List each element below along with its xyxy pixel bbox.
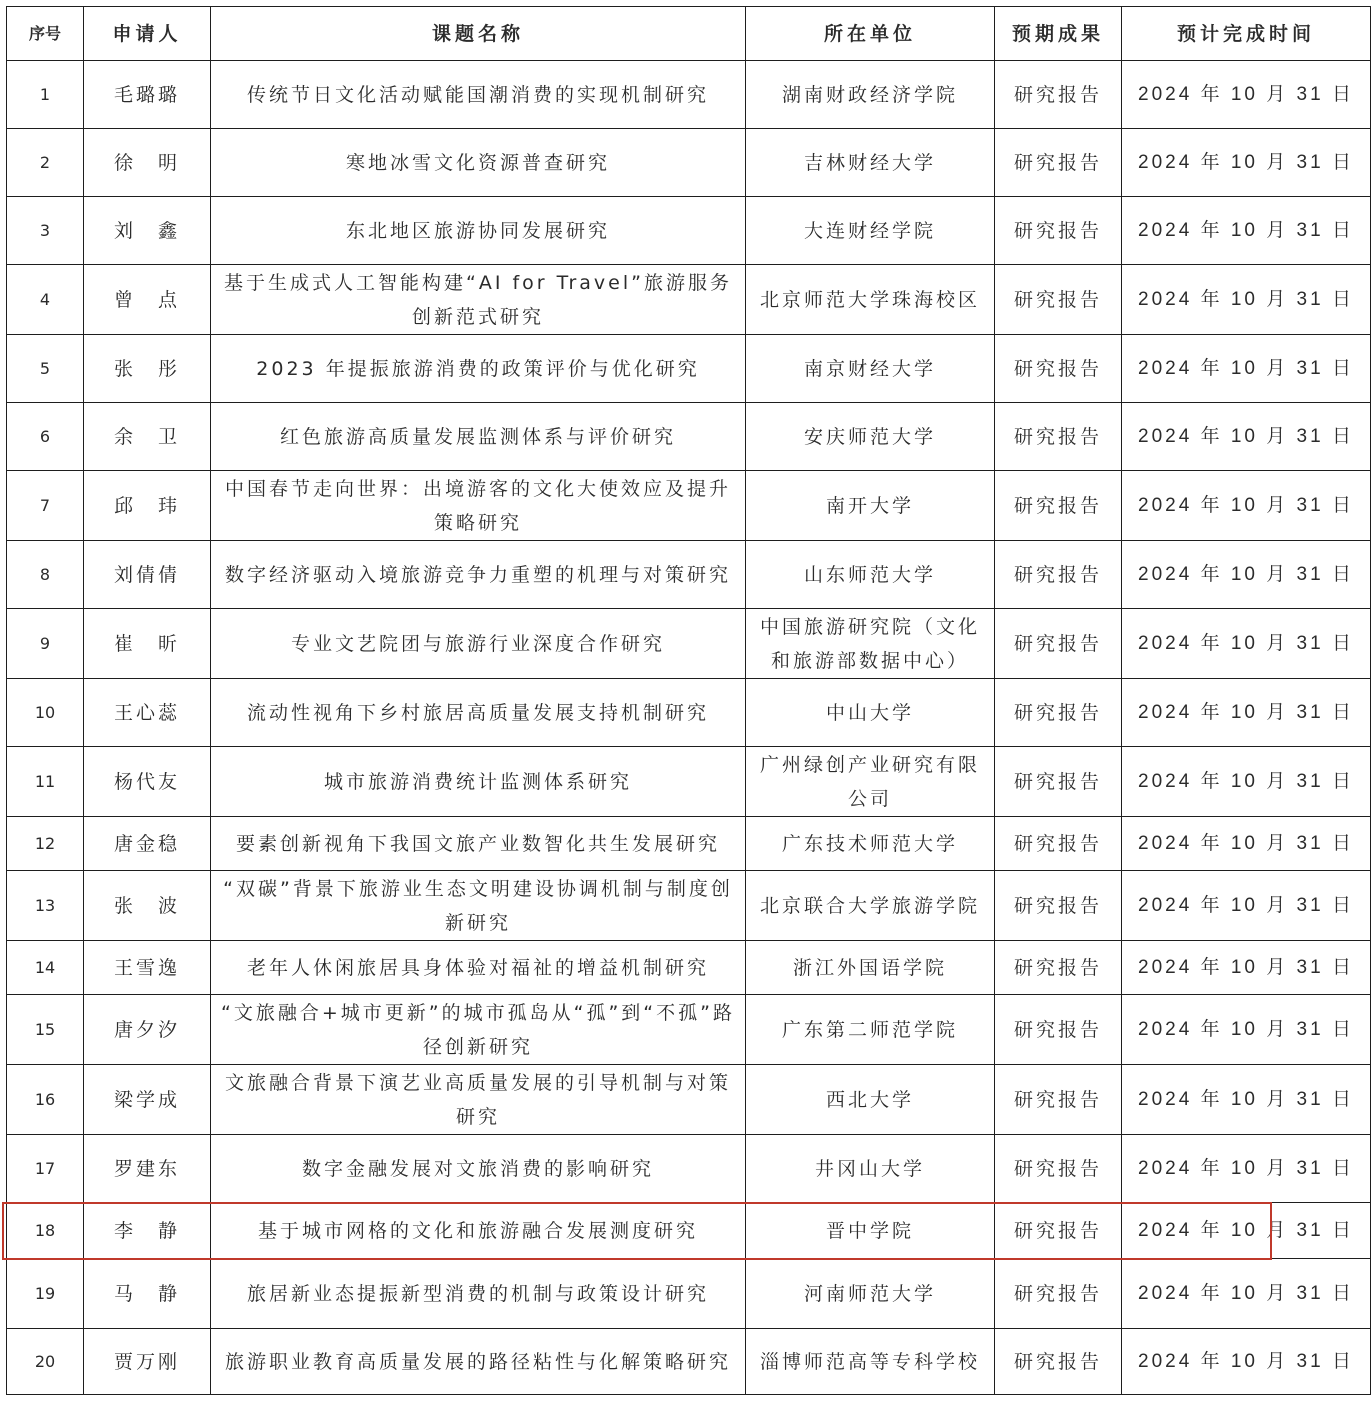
cell-project-title: 专业文艺院团与旅游行业深度合作研究 <box>211 609 746 679</box>
cell-expected-output: 研究报告 <box>995 471 1122 541</box>
cell-completion-date: 2024 年 10 月 31 日 <box>1122 995 1371 1065</box>
cell-institution: 吉林财经大学 <box>746 129 995 197</box>
cell-project-title: 数字经济驱动入境旅游竞争力重塑的机理与对策研究 <box>211 541 746 609</box>
cell-institution: 广东技术师范大学 <box>746 817 995 871</box>
table-row <box>7 995 1371 1065</box>
cell-completion-date: 2024 年 10 月 31 日 <box>1122 1329 1371 1395</box>
cell-serial-no: 19 <box>7 1259 84 1329</box>
table-body <box>7 61 1371 1395</box>
header-expected-output: 预期成果 <box>995 7 1122 61</box>
cell-serial-no: 15 <box>7 995 84 1065</box>
cell-expected-output: 研究报告 <box>995 679 1122 747</box>
cell-institution: 山东师范大学 <box>746 541 995 609</box>
cell-serial-no: 2 <box>7 129 84 197</box>
cell-applicant: 张 波 <box>84 871 211 941</box>
cell-project-title: 2023 年提振旅游消费的政策评价与优化研究 <box>211 335 746 403</box>
cell-completion-date: 2024 年 10 月 31 日 <box>1122 61 1371 129</box>
cell-completion-date: 2024 年 10 月 31 日 <box>1122 1259 1371 1329</box>
cell-expected-output: 研究报告 <box>995 61 1122 129</box>
cell-applicant: 贾万刚 <box>84 1329 211 1395</box>
cell-institution: 浙江外国语学院 <box>746 941 995 995</box>
cell-completion-date: 2024 年 10 月 31 日 <box>1122 747 1371 817</box>
table-row <box>7 1065 1371 1135</box>
table-row <box>7 61 1371 129</box>
cell-serial-no: 4 <box>7 265 84 335</box>
cell-project-title: 流动性视角下乡村旅居高质量发展支持机制研究 <box>211 679 746 747</box>
cell-applicant: 曾 点 <box>84 265 211 335</box>
table-row <box>7 265 1371 335</box>
table-row <box>7 335 1371 403</box>
cell-completion-date: 2024 年 10 月 31 日 <box>1122 817 1371 871</box>
cell-completion-date: 2024 年 10 月 31 日 <box>1122 265 1371 335</box>
cell-applicant: 徐 明 <box>84 129 211 197</box>
cell-completion-date: 2024 年 10 月 31 日 <box>1122 129 1371 197</box>
cell-applicant: 唐金稳 <box>84 817 211 871</box>
table-row <box>7 1259 1371 1329</box>
cell-project-title: 中国春节走向世界：出境游客的文化大使效应及提升策略研究 <box>211 471 746 541</box>
cell-institution: 南开大学 <box>746 471 995 541</box>
cell-project-title: 基于城市网格的文化和旅游融合发展测度研究 <box>211 1203 746 1259</box>
cell-serial-no: 11 <box>7 747 84 817</box>
cell-completion-date: 2024 年 10 月 31 日 <box>1122 335 1371 403</box>
cell-serial-no: 17 <box>7 1135 84 1203</box>
cell-completion-date: 2024 年 10 月 31 日 <box>1122 941 1371 995</box>
cell-completion-date: 2024 年 10 月 31 日 <box>1122 609 1371 679</box>
cell-serial-no: 16 <box>7 1065 84 1135</box>
cell-applicant: 刘 鑫 <box>84 197 211 265</box>
cell-project-title: 旅居新业态提振新型消费的机制与政策设计研究 <box>211 1259 746 1329</box>
cell-project-title: 基于生成式人工智能构建“AI for Travel”旅游服务创新范式研究 <box>211 265 746 335</box>
cell-completion-date: 2024 年 10 月 31 日 <box>1122 871 1371 941</box>
cell-completion-date: 2024 年 10 月 31 日 <box>1122 1135 1371 1203</box>
cell-project-title: 文旅融合背景下演艺业高质量发展的引导机制与对策研究 <box>211 1065 746 1135</box>
cell-institution: 井冈山大学 <box>746 1135 995 1203</box>
cell-expected-output: 研究报告 <box>995 609 1122 679</box>
cell-serial-no: 6 <box>7 403 84 471</box>
cell-institution: 北京师范大学珠海校区 <box>746 265 995 335</box>
table-row <box>7 1135 1371 1203</box>
cell-institution: 大连财经学院 <box>746 197 995 265</box>
table-row <box>7 747 1371 817</box>
cell-applicant: 王雪逸 <box>84 941 211 995</box>
cell-completion-date: 2024 年 10 月 31 日 <box>1122 679 1371 747</box>
cell-serial-no: 14 <box>7 941 84 995</box>
cell-expected-output: 研究报告 <box>995 941 1122 995</box>
cell-applicant: 梁学成 <box>84 1065 211 1135</box>
cell-applicant: 崔 昕 <box>84 609 211 679</box>
header-institution: 所在单位 <box>746 7 995 61</box>
table-row <box>7 471 1371 541</box>
cell-serial-no: 13 <box>7 871 84 941</box>
cell-project-title: 数字金融发展对文旅消费的影响研究 <box>211 1135 746 1203</box>
cell-applicant: 罗建东 <box>84 1135 211 1203</box>
header-completion-date: 预计完成时间 <box>1122 7 1371 61</box>
cell-serial-no: 12 <box>7 817 84 871</box>
header-serial-no: 序号 <box>7 7 84 61</box>
table-row <box>7 1203 1371 1259</box>
cell-expected-output: 研究报告 <box>995 747 1122 817</box>
cell-applicant: 李 静 <box>84 1203 211 1259</box>
table-row <box>7 679 1371 747</box>
cell-applicant: 刘倩倩 <box>84 541 211 609</box>
cell-expected-output: 研究报告 <box>995 265 1122 335</box>
project-list-sheet <box>6 6 1354 1395</box>
cell-applicant: 马 静 <box>84 1259 211 1329</box>
cell-applicant: 王心蕊 <box>84 679 211 747</box>
cell-institution: 中国旅游研究院（文化和旅游部数据中心） <box>746 609 995 679</box>
cell-project-title: 要素创新视角下我国文旅产业数智化共生发展研究 <box>211 817 746 871</box>
cell-expected-output: 研究报告 <box>995 541 1122 609</box>
cell-institution: 北京联合大学旅游学院 <box>746 871 995 941</box>
cell-expected-output: 研究报告 <box>995 995 1122 1065</box>
cell-serial-no: 18 <box>7 1203 84 1259</box>
cell-applicant: 杨代友 <box>84 747 211 817</box>
cell-completion-date: 2024 年 10 月 31 日 <box>1122 1203 1371 1259</box>
cell-project-title: 红色旅游高质量发展监测体系与评价研究 <box>211 403 746 471</box>
cell-serial-no: 5 <box>7 335 84 403</box>
table-header-row <box>7 7 1371 61</box>
cell-expected-output: 研究报告 <box>995 1135 1122 1203</box>
cell-completion-date: 2024 年 10 月 31 日 <box>1122 541 1371 609</box>
cell-serial-no: 3 <box>7 197 84 265</box>
cell-expected-output: 研究报告 <box>995 335 1122 403</box>
table-row <box>7 609 1371 679</box>
cell-serial-no: 9 <box>7 609 84 679</box>
header-project-title: 课题名称 <box>211 7 746 61</box>
cell-expected-output: 研究报告 <box>995 817 1122 871</box>
project-table <box>6 6 1371 1395</box>
cell-applicant: 张 彤 <box>84 335 211 403</box>
cell-expected-output: 研究报告 <box>995 871 1122 941</box>
table-row <box>7 403 1371 471</box>
cell-serial-no: 7 <box>7 471 84 541</box>
cell-completion-date: 2024 年 10 月 31 日 <box>1122 403 1371 471</box>
cell-project-title: 传统节日文化活动赋能国潮消费的实现机制研究 <box>211 61 746 129</box>
cell-project-title: 旅游职业教育高质量发展的路径粘性与化解策略研究 <box>211 1329 746 1395</box>
cell-expected-output: 研究报告 <box>995 403 1122 471</box>
cell-applicant: 邱 玮 <box>84 471 211 541</box>
cell-completion-date: 2024 年 10 月 31 日 <box>1122 197 1371 265</box>
cell-expected-output: 研究报告 <box>995 1259 1122 1329</box>
table-row <box>7 817 1371 871</box>
cell-expected-output: 研究报告 <box>995 197 1122 265</box>
cell-institution: 广东第二师范学院 <box>746 995 995 1065</box>
cell-completion-date: 2024 年 10 月 31 日 <box>1122 1065 1371 1135</box>
cell-institution: 南京财经大学 <box>746 335 995 403</box>
cell-expected-output: 研究报告 <box>995 1065 1122 1135</box>
table-row <box>7 197 1371 265</box>
cell-serial-no: 10 <box>7 679 84 747</box>
cell-applicant: 余 卫 <box>84 403 211 471</box>
table-row <box>7 1329 1371 1395</box>
cell-project-title: 东北地区旅游协同发展研究 <box>211 197 746 265</box>
header-applicant: 申请人 <box>84 7 211 61</box>
cell-applicant: 唐夕汐 <box>84 995 211 1065</box>
cell-serial-no: 20 <box>7 1329 84 1395</box>
cell-institution: 淄博师范高等专科学校 <box>746 1329 995 1395</box>
cell-project-title: “文旅融合+城市更新”的城市孤岛从“孤”到“不孤”路径创新研究 <box>211 995 746 1065</box>
cell-institution: 广州绿创产业研究有限公司 <box>746 747 995 817</box>
cell-applicant: 毛璐璐 <box>84 61 211 129</box>
cell-completion-date: 2024 年 10 月 31 日 <box>1122 471 1371 541</box>
cell-serial-no: 8 <box>7 541 84 609</box>
table-row <box>7 941 1371 995</box>
table-row <box>7 129 1371 197</box>
cell-expected-output: 研究报告 <box>995 1329 1122 1395</box>
cell-expected-output: 研究报告 <box>995 1203 1122 1259</box>
cell-institution: 湖南财政经济学院 <box>746 61 995 129</box>
cell-institution: 河南师范大学 <box>746 1259 995 1329</box>
cell-institution: 安庆师范大学 <box>746 403 995 471</box>
cell-project-title: 寒地冰雪文化资源普查研究 <box>211 129 746 197</box>
cell-institution: 西北大学 <box>746 1065 995 1135</box>
table-row <box>7 541 1371 609</box>
cell-project-title: “双碳”背景下旅游业生态文明建设协调机制与制度创新研究 <box>211 871 746 941</box>
cell-institution: 中山大学 <box>746 679 995 747</box>
cell-project-title: 老年人休闲旅居具身体验对福祉的增益机制研究 <box>211 941 746 995</box>
cell-institution: 晋中学院 <box>746 1203 995 1259</box>
cell-project-title: 城市旅游消费统计监测体系研究 <box>211 747 746 817</box>
cell-serial-no: 1 <box>7 61 84 129</box>
cell-expected-output: 研究报告 <box>995 129 1122 197</box>
table-row <box>7 871 1371 941</box>
